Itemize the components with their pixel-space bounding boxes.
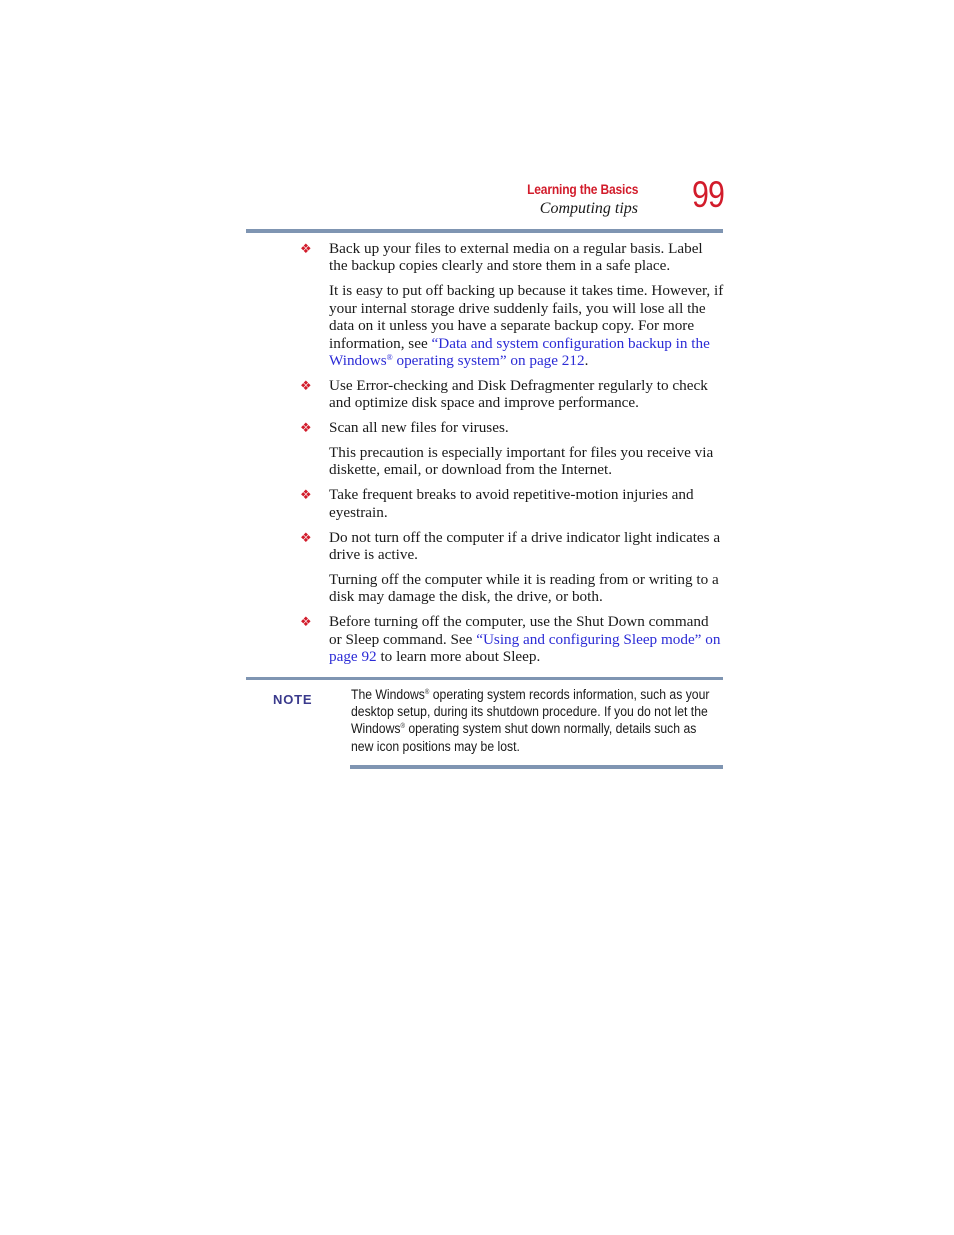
list-item-text: Use Error-checking and Disk Defragmenter regularly to check and optimize disk space and improve performance. [329,376,708,412]
list-item: ❖ Before turning off the computer, use the Shut Down command or Sleep command. See “Using and configuring Sleep mode” on page 92 to learn more about Sleep. [300,613,721,666]
bullet-icon: ❖ [300,614,312,630]
bullet-icon: ❖ [300,487,312,503]
list-item-text: Back up your files to external media on a regular basis. Label the backup copies clearly and store them in a safe place. [329,240,703,275]
page-number: 99 [692,174,725,215]
list-item-detail: Turning off the computer while it is reading from or writing to a disk may damage the disk, the drive, or both. [329,571,719,606]
list-item-text: Before turning off the computer, use the Shut Down command or Sleep command. See [329,613,709,648]
list-item [300,486,724,521]
bullet-icon: ❖ [300,529,312,545]
note-rule-top [246,677,723,680]
list-item-text: Do not turn off the computer if a drive indicator light indicates a drive is active. [329,528,721,564]
list-item-text: Take frequent breaks to avoid repetitive-motion injuries and eyestrain. [329,486,694,521]
list-item [300,377,724,412]
main-content [300,240,724,673]
list-item [300,240,724,275]
link-backup-section[interactable]: “Data and system configuration backup in the Windows® operating system” on page 212 [329,334,710,369]
list-item [300,419,724,436]
bullet-icon: ❖ [300,241,312,256]
list-item-detail: It is easy to put off backing up because it takes time. However, if your internal storage drive suddenly fails, you will lose all the data on it unless you have a separate backup copy. For more information, see “Data and system configuration backup in the Windows® operating system” on page 212. [329,282,724,369]
list-item-text: Scan all new files for viruses. [329,419,509,437]
header-rule [246,229,723,233]
bullet-icon: ❖ [300,377,312,393]
note-label: NOTE [273,692,313,707]
detail-text: It is easy to put off backing up because it takes time. However, if your internal storage drive suddenly fails, you will lose all the data on it unless you have a separate backup copy. For more information, see [329,282,724,352]
link-sleep-mode[interactable]: “Using and configuring Sleep mode” on page 92 [329,630,721,666]
note-rule-bottom [350,765,723,769]
bullet-icon: ❖ [300,420,312,436]
note-text: The Windows® operating system records information, such as your desktop setup, during its shutdown procedure. If you do not let the Windows® operating system shut down normally, details such as new icon positions may be lost. [351,687,710,755]
list-item-detail: This precaution is especially important for files you receive via diskette, email, or download from the Internet. [329,444,714,479]
running-header-subsection: Computing tips [539,200,638,217]
list-item [300,529,724,564]
running-header-section: Learning the Basics [526,181,638,197]
